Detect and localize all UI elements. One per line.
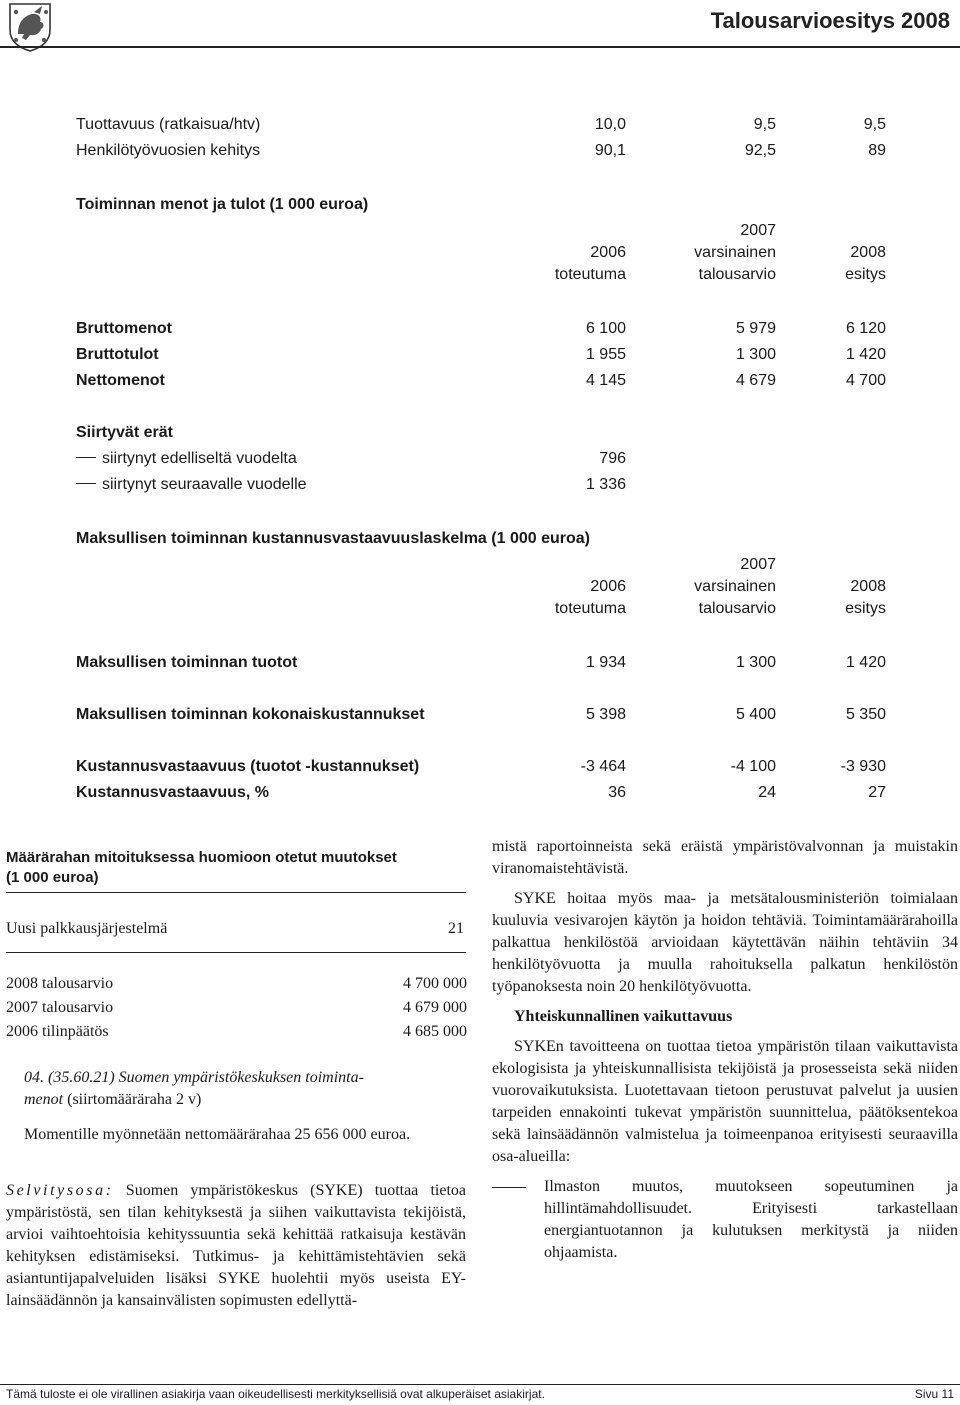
row-label bbox=[76, 450, 297, 468]
table-row bbox=[76, 372, 888, 394]
col-2006-year: 2006 bbox=[590, 244, 626, 261]
value-2007: 1 300 bbox=[735, 654, 776, 671]
value-2006: 1 934 bbox=[585, 654, 626, 671]
dash-bullet-marker bbox=[492, 1187, 526, 1188]
operations-table-title: Toiminnan menot ja tulot (1 000 euroa) bbox=[76, 196, 369, 213]
value-2006: 796 bbox=[599, 450, 626, 467]
budget-line bbox=[6, 1023, 467, 1045]
budget-line-label: 2008 talousarvio bbox=[6, 975, 114, 992]
value-2007: -4 100 bbox=[730, 758, 776, 775]
appropriation-title-line2: (1 000 euroa) bbox=[6, 869, 99, 886]
row-label bbox=[76, 476, 307, 494]
section-heading: Yhteiskunnallinen vaikuttavuus bbox=[514, 1008, 733, 1025]
row-label: Nettomenot bbox=[76, 372, 165, 389]
value-2006: 5 398 bbox=[585, 706, 626, 723]
paragraph: mistä raportoinneista sekä eräistä ympäristövalvonnan ja muistakin viranomaistehtävistä. bbox=[492, 838, 958, 877]
row-label: Maksullisen toiminnan kokonaiskustannukset bbox=[76, 706, 425, 723]
col-2006-label: toteutuma bbox=[554, 266, 626, 283]
value-2007: 9,5 bbox=[753, 116, 776, 133]
row-label-text: siirtynyt seuraavalle vuodelle bbox=[102, 476, 307, 493]
bullet-item bbox=[492, 1176, 958, 1264]
value-2006: 90,1 bbox=[594, 142, 626, 159]
right-column-text bbox=[492, 836, 958, 1264]
value-2008: -3 930 bbox=[840, 758, 886, 775]
cost-recovery-column-headers bbox=[76, 556, 888, 626]
value-2008: 1 420 bbox=[845, 346, 886, 363]
value-2008: 27 bbox=[868, 784, 886, 801]
value-2008: 89 bbox=[868, 142, 886, 159]
budget-line-value: 4 700 000 bbox=[403, 975, 467, 992]
row-label: Bruttomenot bbox=[76, 320, 172, 337]
col-2008-label: esitys bbox=[845, 600, 886, 617]
operations-column-headers bbox=[76, 222, 888, 292]
col-2006-label: toteutuma bbox=[554, 600, 626, 617]
col-2006-year: 2006 bbox=[590, 578, 626, 595]
col-2008-year: 2008 bbox=[850, 578, 886, 595]
moment-heading-line1: 04. (35.60.21) Suomen ympäristökeskuksen toiminta- bbox=[24, 1069, 364, 1086]
appropriation-changes-title bbox=[6, 848, 466, 888]
box-divider-bottom bbox=[6, 952, 466, 953]
value-2007: 4 679 bbox=[735, 372, 776, 389]
dash-marker bbox=[76, 483, 96, 484]
value-2008: 9,5 bbox=[863, 116, 886, 133]
table-row bbox=[76, 116, 888, 138]
appropriation-title-line1: Määrärahan mitoituksessa huomioon otetut muutokset bbox=[6, 849, 397, 866]
table-row bbox=[76, 346, 888, 368]
moment-heading-rest: (siirtomääräraha 2 v) bbox=[63, 1091, 202, 1108]
table-row bbox=[76, 320, 888, 342]
row-label: Henkilötyövuosien kehitys bbox=[76, 142, 261, 159]
value-2006: -3 464 bbox=[580, 758, 626, 775]
table-row bbox=[76, 758, 888, 780]
table-row bbox=[76, 654, 888, 676]
paragraph: SYKE hoitaa myös maa- ja metsätalousministeriön toimialaan kuuluvia vesivarojen käytön ja hoidon tehtäviä. Toimintamäärärahoilla palkattua henkilöstöä arvioidaan käytettävän näihin tehtäviin 34 henkilötyövuotta ja muulla rahoituksella palkatun henkilöstön työpanoksesta noin 20 henkilötyövuotta. bbox=[492, 890, 958, 995]
value-2007: 1 300 bbox=[735, 346, 776, 363]
moment-heading-line2 bbox=[24, 1089, 466, 1111]
budget-line-label: 2006 tilinpäätös bbox=[6, 1023, 109, 1040]
row-label: Tuottavuus (ratkaisua/htv) bbox=[76, 116, 261, 133]
box-divider-top bbox=[6, 892, 466, 893]
value-2007: 5 979 bbox=[735, 320, 776, 337]
col-2007-year: 2007 bbox=[740, 556, 776, 573]
document-title: Talousarvioesitys 2008 bbox=[710, 8, 950, 33]
table-row bbox=[76, 706, 888, 728]
value-2007: 5 400 bbox=[735, 706, 776, 723]
explanation-label: Selvitysosa: bbox=[6, 1182, 114, 1199]
explanation-text: Suomen ympäristökeskus (SYKE) tuottaa tietoa ympäristöstä, sen tilan kehityksestä ja siihen vaikuttavista tekijöistä, arvioi vaihtoehtoisia kehityssuuntia sekä kehittää ratkaisuja kestävän kehityksen edistämiseksi. Tutkimus- ja kehittämistehtävien sekä asiantuntijapalveluiden lisäksi SYKE huolehtii myös useista EY-lainsäädännön ja kansainvälisten sopimusten edellyttä- bbox=[6, 1182, 466, 1309]
row-label-text: siirtynyt edelliseltä vuodelta bbox=[102, 450, 297, 467]
dash-marker bbox=[76, 457, 96, 458]
carryover-title bbox=[76, 424, 888, 446]
value-2006: 1 955 bbox=[585, 346, 626, 363]
moment-appropriation-text: Momentille myönnetään nettomäärärahaa 25 656 000 euroa. bbox=[24, 1126, 411, 1143]
value-2006: 6 100 bbox=[585, 320, 626, 337]
moment-heading bbox=[24, 1067, 466, 1111]
table-row bbox=[76, 450, 888, 472]
value-2006: 36 bbox=[608, 784, 626, 801]
table-row bbox=[76, 476, 888, 498]
col-2008-label: esitys bbox=[845, 266, 886, 283]
cost-recovery-table-title: Maksullisen toiminnan kustannusvastaavuuslaskelma (1 000 euroa) bbox=[76, 530, 590, 547]
col-2007-label: talousarvio bbox=[698, 266, 776, 283]
budget-line-value: 4 679 000 bbox=[403, 999, 467, 1016]
value-2008: 5 350 bbox=[845, 706, 886, 723]
col-2007-year: 2007 bbox=[740, 222, 776, 239]
moment-heading-italic: menot bbox=[24, 1091, 64, 1108]
value-2007: 24 bbox=[758, 784, 776, 801]
value-2008: 4 700 bbox=[845, 372, 886, 389]
value-2008: 1 420 bbox=[845, 654, 886, 671]
lion-crest-icon bbox=[4, 0, 56, 52]
row-label: Bruttotulot bbox=[76, 346, 159, 363]
table-row bbox=[76, 142, 888, 164]
budget-line bbox=[6, 999, 467, 1021]
header-divider bbox=[0, 46, 960, 48]
table-row bbox=[76, 784, 888, 806]
appropriation-item-label: Uusi palkkausjärjestelmä bbox=[6, 920, 168, 937]
col-2007-label: talousarvio bbox=[698, 600, 776, 617]
row-label: Kustannusvastaavuus (tuotot -kustannukset) bbox=[76, 758, 420, 775]
budget-line-value: 4 685 000 bbox=[403, 1023, 467, 1040]
page-number: Sivu 11 bbox=[914, 1387, 954, 1401]
row-label: Maksullisen toiminnan tuotot bbox=[76, 654, 298, 671]
appropriation-item-value: 21 bbox=[448, 920, 464, 937]
footer-disclaimer: Tämä tuloste ei ole virallinen asiakirja vaan oikeudellisesti merkityksellisiä ovat alkuperäiset asiakirjat. bbox=[6, 1387, 545, 1401]
budget-line bbox=[6, 975, 467, 997]
col-2007-type: varsinainen bbox=[694, 244, 776, 261]
value-2006: 1 336 bbox=[585, 476, 626, 493]
budget-line-label: 2007 talousarvio bbox=[6, 999, 114, 1016]
value-2006: 4 145 bbox=[585, 372, 626, 389]
footer-divider bbox=[0, 1384, 960, 1385]
value-2007: 92,5 bbox=[744, 142, 776, 159]
appropriation-item bbox=[6, 920, 464, 942]
value-2008: 6 120 bbox=[845, 320, 886, 337]
col-2007-type: varsinainen bbox=[694, 578, 776, 595]
moment-explanation bbox=[6, 1180, 466, 1312]
paragraph: SYKEn tavoitteena on tuottaa tietoa ympäristön tilaan vaikuttavista ekologisista ja yhteiskunnallisista tekijöistä ja prosesseista sekä niiden vuorovaikutuksista. Luotettavaan tietoon perustuvat palvelut ja uusien tarpeiden ennakointi tukevat ympäristön suunnittelua, päätöksentekoa sekä lainsäädännön valmistelua ja toimeenpanoa erityisesti seuraavilla osa-alueilla: bbox=[492, 1038, 958, 1165]
bullet-text: Ilmaston muutos, muutokseen sopeutuminen ja hillintämahdollisuudet. Erityisesti tarkastellaan energiantuotannon ja kulutuksen merkitystä ja niiden ohjaamista. bbox=[544, 1178, 958, 1261]
col-2008-year: 2008 bbox=[850, 244, 886, 261]
value-2006: 10,0 bbox=[594, 116, 626, 133]
row-label: Kustannusvastaavuus, % bbox=[76, 784, 269, 801]
row-label: Siirtyvät erät bbox=[76, 424, 173, 441]
